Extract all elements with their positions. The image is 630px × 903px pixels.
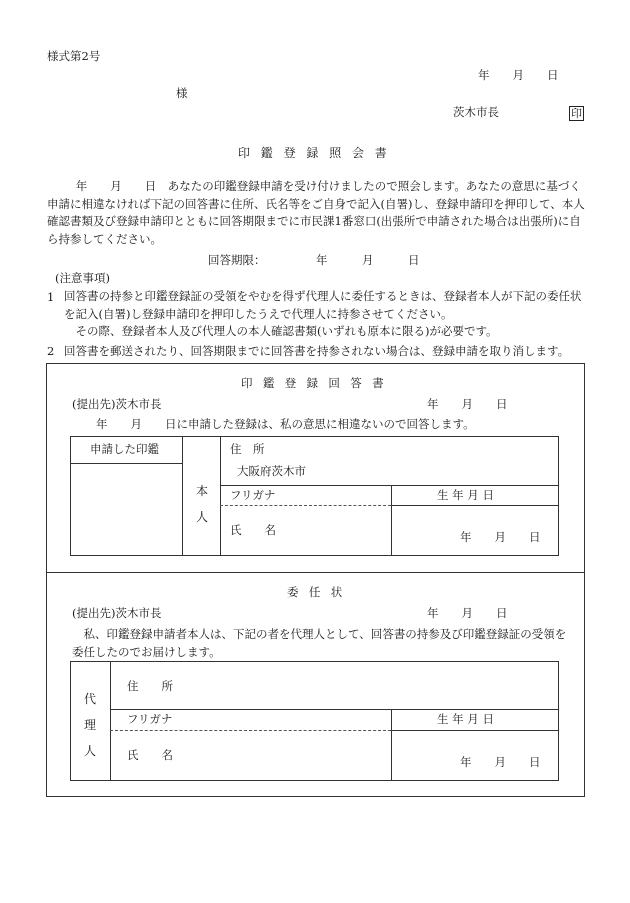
answer-submit-to: (提出先)茨木市長 [72, 397, 162, 411]
table-rule [110, 730, 391, 731]
note-number: 1 [47, 290, 55, 304]
addressee-suffix: 様 [176, 86, 188, 100]
proxy-furigana-label: フリガナ [127, 712, 173, 726]
table-rule [391, 730, 559, 731]
section-divider [46, 572, 585, 573]
proxy-address-label: 住 所 [127, 679, 173, 693]
furigana-label: フリガナ [230, 488, 276, 502]
form-number: 様式第2号 [47, 49, 101, 63]
address-label: 住 所 [230, 442, 265, 456]
address-value[interactable]: 大阪府茨木市 [237, 464, 306, 478]
deadline-date: 年 月 日 [316, 253, 420, 267]
birth-date-label: 生 年 月 日 [437, 488, 494, 502]
answer-statement: 年 月 日に申請した登録は、私の意思に相違ないので回答します。 [96, 417, 475, 431]
note-number: 2 [47, 344, 55, 358]
seal-label: 申請した印鑑 [90, 442, 159, 456]
table-rule [110, 661, 111, 781]
note-item: その際、登録者本人及び代理人の本人確認書類(いずれも原本に限る)が必要です。 [75, 324, 498, 338]
body-paragraph: 年 月 日 あなたの印鑑登録申請を受け付けましたので照会します。あなたの意思に基づく申請に相違なければ下記の回答書に住所、氏名等をご自身で記入(自署)し、登録申請印を押印して、本人確認書類及び登録申請印とともに回答期限までに市民課1番窓口(出張所で申請された場合は出張所)に自ら持参してください。 [47, 179, 585, 246]
header-date: 年 月 日 [478, 68, 559, 82]
table-rule [220, 485, 559, 486]
table-rule [391, 485, 392, 556]
table-rule [220, 505, 391, 506]
sender-name: 茨木市長 [453, 105, 499, 119]
proxy-name-label: 氏 名 [127, 748, 173, 762]
proxy-form-title: 委任状 [287, 585, 353, 599]
proxy-submit-to: (提出先)茨木市長 [72, 606, 162, 620]
birth-date-value[interactable]: 年 月 日 [460, 530, 541, 544]
person-label: 本人 [196, 484, 209, 524]
table-rule [70, 463, 182, 464]
note-item: 回答書の持参と印鑑登録証の受領をやむを得ず代理人に委任するときは、登録者本人が下記の委任状を記入(自署)し登録申請印を押印したうえで代理人に持参させてください。 [64, 289, 582, 321]
note-item: 回答書を郵送されたり、回答期限までに回答書を持参されない場合は、登録申請を取り消します。 [64, 344, 570, 358]
proxy-birth-date-label: 生 年 月 日 [437, 712, 494, 726]
table-rule [391, 709, 392, 781]
seal-mark: 印 [571, 107, 582, 120]
page-title: 印鑑登録照会書 [238, 146, 398, 160]
agent-label: 代理人 [84, 692, 97, 758]
deadline-label: 回答期限： [208, 253, 266, 267]
name-label: 氏 名 [230, 523, 276, 537]
proxy-date: 年 月 日 [427, 606, 508, 620]
table-rule [220, 436, 221, 556]
answer-form-title: 印鑑登録回答書 [241, 376, 394, 390]
proxy-birth-date-value[interactable]: 年 月 日 [460, 755, 541, 769]
table-rule [391, 505, 559, 506]
proxy-statement: 私、印鑑登録申請者本人は、下記の者を代理人として、回答書の持参及び印鑑登録証の受領を委任したのでお届けします。 [72, 627, 567, 659]
table-rule [182, 436, 183, 556]
table-rule [110, 709, 559, 710]
notes-heading: (注意事項) [55, 271, 110, 285]
answer-date: 年 月 日 [427, 397, 508, 411]
